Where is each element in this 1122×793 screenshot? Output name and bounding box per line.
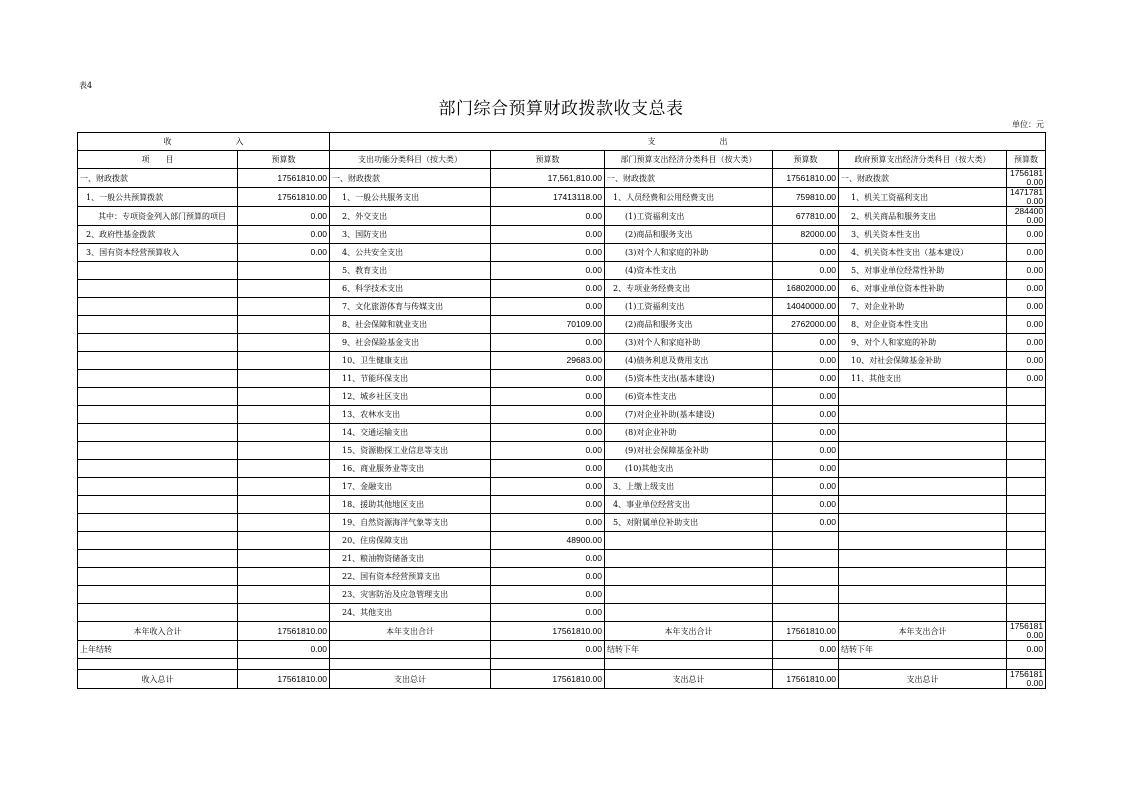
gov-econ-budget: 0.00	[1007, 352, 1046, 370]
year-expense-label: 本年支出合计	[605, 622, 773, 641]
gov-econ-budget: 0.00	[1007, 244, 1046, 262]
gov-econ-budget: 0.00	[1007, 316, 1046, 334]
empty-cell	[238, 659, 330, 670]
func-item: 21、粮油物资储备支出	[330, 550, 491, 568]
table-row	[78, 316, 1046, 334]
empty-cell	[605, 659, 773, 670]
next-carry-value: 0.00	[491, 641, 605, 659]
dept-econ-item: 1、人员经费和公用经费支出	[605, 188, 773, 207]
col-header-gov-econ: 政府预算支出经济分类科目（按大类）	[839, 151, 1007, 169]
expense-total-label: 支出总计	[330, 670, 491, 689]
func-item: 16、商业服务业等支出	[330, 460, 491, 478]
dept-econ-budget: 0.00	[773, 370, 839, 388]
income-budget	[238, 568, 330, 586]
func-budget: 0.00	[491, 424, 605, 442]
gov-econ-item: 一、财政拨款	[839, 169, 1007, 188]
income-item	[78, 388, 238, 406]
table-row	[78, 514, 1046, 532]
dept-econ-budget: 0.00	[773, 388, 839, 406]
dept-econ-budget: 2762000.00	[773, 316, 839, 334]
func-budget: 0.00	[491, 514, 605, 532]
income-total-value: 17561810.00	[238, 670, 330, 689]
func-budget: 0.00	[491, 442, 605, 460]
income-item	[78, 352, 238, 370]
dept-econ-item: (10)其他支出	[605, 460, 773, 478]
func-budget: 0.00	[491, 550, 605, 568]
dept-econ-budget	[773, 550, 839, 568]
gov-econ-item	[839, 442, 1007, 460]
gov-econ-item	[839, 406, 1007, 424]
table-row	[78, 262, 1046, 280]
func-item: 11、节能环保支出	[330, 370, 491, 388]
dept-econ-item: (3)对个人和家庭补助	[605, 334, 773, 352]
table-row	[78, 207, 1046, 226]
dept-econ-item	[605, 604, 773, 622]
prev-carry-label: 上年结转	[78, 641, 238, 659]
income-item: 2、政府性基金拨款	[78, 226, 238, 244]
dept-econ-item: (9)对社会保障基金补助	[605, 442, 773, 460]
income-item	[78, 514, 238, 532]
gov-econ-item	[839, 496, 1007, 514]
dept-econ-item: 2、专项业务经费支出	[605, 280, 773, 298]
gov-econ-budget: 0.00	[1007, 370, 1046, 388]
gov-econ-budget	[1007, 604, 1046, 622]
func-item: 24、其他支出	[330, 604, 491, 622]
next-carry-value: 0.00	[773, 641, 839, 659]
col-header-budget: 预算数	[1007, 151, 1046, 169]
income-budget	[238, 496, 330, 514]
empty-cell	[839, 659, 1007, 670]
table-row	[78, 226, 1046, 244]
gov-econ-budget: 0.00	[1007, 334, 1046, 352]
dept-econ-budget: 0.00	[773, 460, 839, 478]
income-item	[78, 406, 238, 424]
dept-econ-item: (8)对企业补助	[605, 424, 773, 442]
income-item	[78, 262, 238, 280]
income-budget: 0.00	[238, 244, 330, 262]
dept-econ-budget: 0.00	[773, 496, 839, 514]
gov-econ-item: 7、对企业补助	[839, 298, 1007, 316]
gov-econ-budget	[1007, 568, 1046, 586]
table-row	[78, 188, 1046, 207]
income-budget	[238, 388, 330, 406]
page-title: 部门综合预算财政拨款收支总表	[438, 99, 684, 119]
dept-econ-budget: 0.00	[773, 352, 839, 370]
func-item: 23、灾害防治及应急管理支出	[330, 586, 491, 604]
dept-econ-item: (1)工资福利支出	[605, 207, 773, 226]
table-row	[78, 424, 1046, 442]
income-item	[78, 532, 238, 550]
income-budget: 0.00	[238, 226, 330, 244]
dept-econ-budget	[773, 532, 839, 550]
income-item	[78, 604, 238, 622]
table-row	[78, 280, 1046, 298]
func-budget: 0.00	[491, 298, 605, 316]
income-budget	[238, 316, 330, 334]
func-budget: 0.00	[491, 460, 605, 478]
gov-econ-item	[839, 478, 1007, 496]
gov-econ-item: 11、其他支出	[839, 370, 1007, 388]
next-carry-label: 结转下年	[605, 641, 773, 659]
gov-econ-budget	[1007, 532, 1046, 550]
income-item	[78, 586, 238, 604]
gov-econ-budget	[1007, 424, 1046, 442]
dept-econ-budget	[773, 586, 839, 604]
func-budget: 0.00	[491, 604, 605, 622]
func-item: 18、援助其他地区支出	[330, 496, 491, 514]
dept-econ-item	[605, 532, 773, 550]
table-row	[78, 244, 1046, 262]
dept-econ-budget: 0.00	[773, 478, 839, 496]
dept-econ-item: (4)资本性支出	[605, 262, 773, 280]
table-row	[78, 550, 1046, 568]
dept-econ-item: (2)商品和服务支出	[605, 316, 773, 334]
income-budget	[238, 550, 330, 568]
table-row	[78, 532, 1046, 550]
dept-econ-item: 4、事业单位经营支出	[605, 496, 773, 514]
expense-total-label: 支出总计	[605, 670, 773, 689]
func-item: 9、社会保险基金支出	[330, 334, 491, 352]
gov-econ-budget	[1007, 406, 1046, 424]
func-item: 14、交通运输支出	[330, 424, 491, 442]
income-budget	[238, 352, 330, 370]
gov-econ-item: 4、机关资本性支出（基本建设）	[839, 244, 1007, 262]
col-header-budget: 预算数	[491, 151, 605, 169]
func-budget: 0.00	[491, 478, 605, 496]
gov-econ-item: 6、对事业单位资本性补助	[839, 280, 1007, 298]
year-income-value: 17561810.00	[238, 622, 330, 641]
func-item: 2、外交支出	[330, 207, 491, 226]
gov-econ-budget	[1007, 550, 1046, 568]
dept-econ-budget: 677810.00	[773, 207, 839, 226]
dept-econ-budget: 16802000.00	[773, 280, 839, 298]
func-budget: 70109.00	[491, 316, 605, 334]
gov-econ-item: 2、机关商品和服务支出	[839, 207, 1007, 226]
func-budget: 17413118.00	[491, 188, 605, 207]
gov-econ-item	[839, 424, 1007, 442]
func-item: 8、社会保障和就业支出	[330, 316, 491, 334]
func-item: 12、城乡社区支出	[330, 388, 491, 406]
dept-econ-item: (4)债务利息及费用支出	[605, 352, 773, 370]
col-header-budget: 预算数	[238, 151, 330, 169]
func-budget: 0.00	[491, 226, 605, 244]
gov-econ-item	[839, 460, 1007, 478]
income-budget	[238, 334, 330, 352]
dept-econ-item: (3)对个人和家庭的补助	[605, 244, 773, 262]
expense-section-header: 支 出	[330, 133, 1046, 151]
func-item: 22、国有资本经营预算支出	[330, 568, 491, 586]
gov-econ-budget: 17561810.00	[1007, 169, 1046, 188]
dept-econ-item: (1)工资福利支出	[605, 298, 773, 316]
income-item	[78, 316, 238, 334]
year-income-label: 本年收入合计	[78, 622, 238, 641]
dept-econ-budget	[773, 568, 839, 586]
gov-econ-item: 9、对个人和家庭的补助	[839, 334, 1007, 352]
func-item: 6、科学技术支出	[330, 280, 491, 298]
dept-econ-item: (5)资本性支出(基本建设)	[605, 370, 773, 388]
income-budget	[238, 370, 330, 388]
year-expense-value: 17561810.00	[1007, 622, 1046, 641]
func-budget: 0.00	[491, 586, 605, 604]
func-budget: 0.00	[491, 280, 605, 298]
income-item: 1、一般公共预算拨款	[78, 188, 238, 207]
dept-econ-item: 3、上缴上级支出	[605, 478, 773, 496]
income-budget	[238, 280, 330, 298]
func-budget: 0.00	[491, 370, 605, 388]
col-header-func: 支出功能分类科目（按大类）	[330, 151, 491, 169]
next-carry-label: 结转下年	[839, 641, 1007, 659]
income-budget	[238, 406, 330, 424]
table-row	[78, 298, 1046, 316]
income-item	[78, 280, 238, 298]
func-item: 13、农林水支出	[330, 406, 491, 424]
gov-econ-budget	[1007, 442, 1046, 460]
gov-econ-item	[839, 604, 1007, 622]
gov-econ-item	[839, 586, 1007, 604]
table-row	[78, 496, 1046, 514]
table-row	[78, 568, 1046, 586]
income-item	[78, 478, 238, 496]
income-budget: 0.00	[238, 207, 330, 226]
gov-econ-item: 10、对社会保障基金补助	[839, 352, 1007, 370]
gov-econ-budget	[1007, 586, 1046, 604]
gov-econ-item	[839, 388, 1007, 406]
income-item	[78, 442, 238, 460]
empty-cell	[78, 659, 238, 670]
func-budget: 48900.00	[491, 532, 605, 550]
table-row	[78, 604, 1046, 622]
income-item	[78, 460, 238, 478]
income-budget	[238, 442, 330, 460]
func-item: 10、卫生健康支出	[330, 352, 491, 370]
table-number: 表4	[79, 81, 93, 90]
gov-econ-budget: 2844000.00	[1007, 207, 1046, 226]
dept-econ-budget: 0.00	[773, 442, 839, 460]
dept-econ-budget: 0.00	[773, 262, 839, 280]
income-budget	[238, 424, 330, 442]
dept-econ-item	[605, 550, 773, 568]
income-item	[78, 568, 238, 586]
table-row	[78, 406, 1046, 424]
income-item: 一、财政拨款	[78, 169, 238, 188]
income-item	[78, 496, 238, 514]
func-item: 19、自然资源海洋气象等支出	[330, 514, 491, 532]
income-budget	[238, 604, 330, 622]
dept-econ-budget: 17561810.00	[773, 169, 839, 188]
next-carry-value: 0.00	[1007, 641, 1046, 659]
income-budget	[238, 586, 330, 604]
income-budget	[238, 460, 330, 478]
income-item	[78, 424, 238, 442]
dept-econ-budget: 0.00	[773, 514, 839, 532]
gov-econ-budget: 0.00	[1007, 226, 1046, 244]
gov-econ-budget: 14717810.00	[1007, 188, 1046, 207]
income-item	[78, 298, 238, 316]
func-item: 4、公共安全支出	[330, 244, 491, 262]
table-row	[78, 460, 1046, 478]
dept-econ-item: (2)商品和服务支出	[605, 226, 773, 244]
dept-econ-item: 一、财政拨款	[605, 169, 773, 188]
income-budget	[238, 478, 330, 496]
table-row	[78, 478, 1046, 496]
income-total-label: 收入总计	[78, 670, 238, 689]
gov-econ-budget	[1007, 478, 1046, 496]
income-item	[78, 550, 238, 568]
income-item: 其中：专项资金列入部门预算的项目	[78, 207, 238, 226]
col-header-dept-econ: 部门预算支出经济分类科目（按大类）	[605, 151, 773, 169]
dept-econ-budget: 0.00	[773, 244, 839, 262]
func-item: 15、资源勘探工业信息等支出	[330, 442, 491, 460]
year-expense-value: 17561810.00	[773, 622, 839, 641]
table-row	[78, 442, 1046, 460]
expense-total-value: 17561810.00	[773, 670, 839, 689]
table-row	[78, 352, 1046, 370]
dept-econ-budget	[773, 604, 839, 622]
table-row	[78, 586, 1046, 604]
table-row	[78, 370, 1046, 388]
income-item	[78, 334, 238, 352]
col-header-budget: 预算数	[773, 151, 839, 169]
expense-total-value: 17561810.00	[1007, 670, 1046, 689]
dept-econ-budget: 759810.00	[773, 188, 839, 207]
gov-econ-item: 1、机关工资福利支出	[839, 188, 1007, 207]
func-item: 20、住房保障支出	[330, 532, 491, 550]
dept-econ-item: (6)资本性支出	[605, 388, 773, 406]
empty-cell	[1007, 659, 1046, 670]
income-budget	[238, 298, 330, 316]
func-budget: 0.00	[491, 388, 605, 406]
gov-econ-item: 3、机关资本性支出	[839, 226, 1007, 244]
year-expense-label: 本年支出合计	[839, 622, 1007, 641]
func-item: 17、金融支出	[330, 478, 491, 496]
col-header-item: 项 目	[78, 151, 238, 169]
func-item: 3、国防支出	[330, 226, 491, 244]
gov-econ-item	[839, 514, 1007, 532]
year-expense-value: 17561810.00	[491, 622, 605, 641]
func-budget: 0.00	[491, 207, 605, 226]
func-item: 1、一般公共服务支出	[330, 188, 491, 207]
gov-econ-item	[839, 532, 1007, 550]
expense-total-value: 17561810.00	[491, 670, 605, 689]
table-row	[78, 388, 1046, 406]
func-budget: 0.00	[491, 568, 605, 586]
gov-econ-budget	[1007, 514, 1046, 532]
empty-cell	[491, 659, 605, 670]
income-budget	[238, 532, 330, 550]
income-budget	[238, 514, 330, 532]
income-item	[78, 370, 238, 388]
func-item: 7、文化旅游体育与传媒支出	[330, 298, 491, 316]
dept-econ-budget: 14040000.00	[773, 298, 839, 316]
func-budget: 0.00	[491, 262, 605, 280]
table-row	[78, 334, 1046, 352]
empty-cell	[330, 659, 491, 670]
func-budget: 0.00	[491, 406, 605, 424]
dept-econ-budget: 82000.00	[773, 226, 839, 244]
dept-econ-budget: 0.00	[773, 406, 839, 424]
func-budget: 29683.00	[491, 352, 605, 370]
func-item: 一、财政拨款	[330, 169, 491, 188]
expense-total-label: 支出总计	[839, 670, 1007, 689]
budget-table	[77, 132, 1046, 689]
dept-econ-budget: 0.00	[773, 424, 839, 442]
func-budget: 17,561,810.00	[491, 169, 605, 188]
year-expense-label: 本年支出合计	[330, 622, 491, 641]
dept-econ-item	[605, 568, 773, 586]
income-budget	[238, 262, 330, 280]
gov-econ-budget: 0.00	[1007, 262, 1046, 280]
empty-cell	[330, 641, 491, 659]
unit-label: 单位：元	[1012, 120, 1044, 129]
prev-carry-value: 0.00	[238, 641, 330, 659]
gov-econ-item: 8、对企业资本性支出	[839, 316, 1007, 334]
table-row	[78, 169, 1046, 188]
dept-econ-item: (7)对企业补助(基本建设)	[605, 406, 773, 424]
gov-econ-budget	[1007, 388, 1046, 406]
income-item: 3、国有资本经营预算收入	[78, 244, 238, 262]
income-budget: 17561810.00	[238, 188, 330, 207]
dept-econ-item: 5、对附属单位补助支出	[605, 514, 773, 532]
income-section-header: 收 入	[78, 133, 330, 151]
gov-econ-item: 5、对事业单位经常性补助	[839, 262, 1007, 280]
income-budget: 17561810.00	[238, 169, 330, 188]
gov-econ-budget	[1007, 460, 1046, 478]
empty-cell	[773, 659, 839, 670]
func-budget: 0.00	[491, 496, 605, 514]
func-budget: 0.00	[491, 334, 605, 352]
gov-econ-budget: 0.00	[1007, 298, 1046, 316]
func-item: 5、教育支出	[330, 262, 491, 280]
gov-econ-item	[839, 568, 1007, 586]
dept-econ-budget: 0.00	[773, 334, 839, 352]
gov-econ-budget	[1007, 496, 1046, 514]
gov-econ-budget: 0.00	[1007, 280, 1046, 298]
dept-econ-item	[605, 586, 773, 604]
func-budget: 0.00	[491, 244, 605, 262]
gov-econ-item	[839, 550, 1007, 568]
